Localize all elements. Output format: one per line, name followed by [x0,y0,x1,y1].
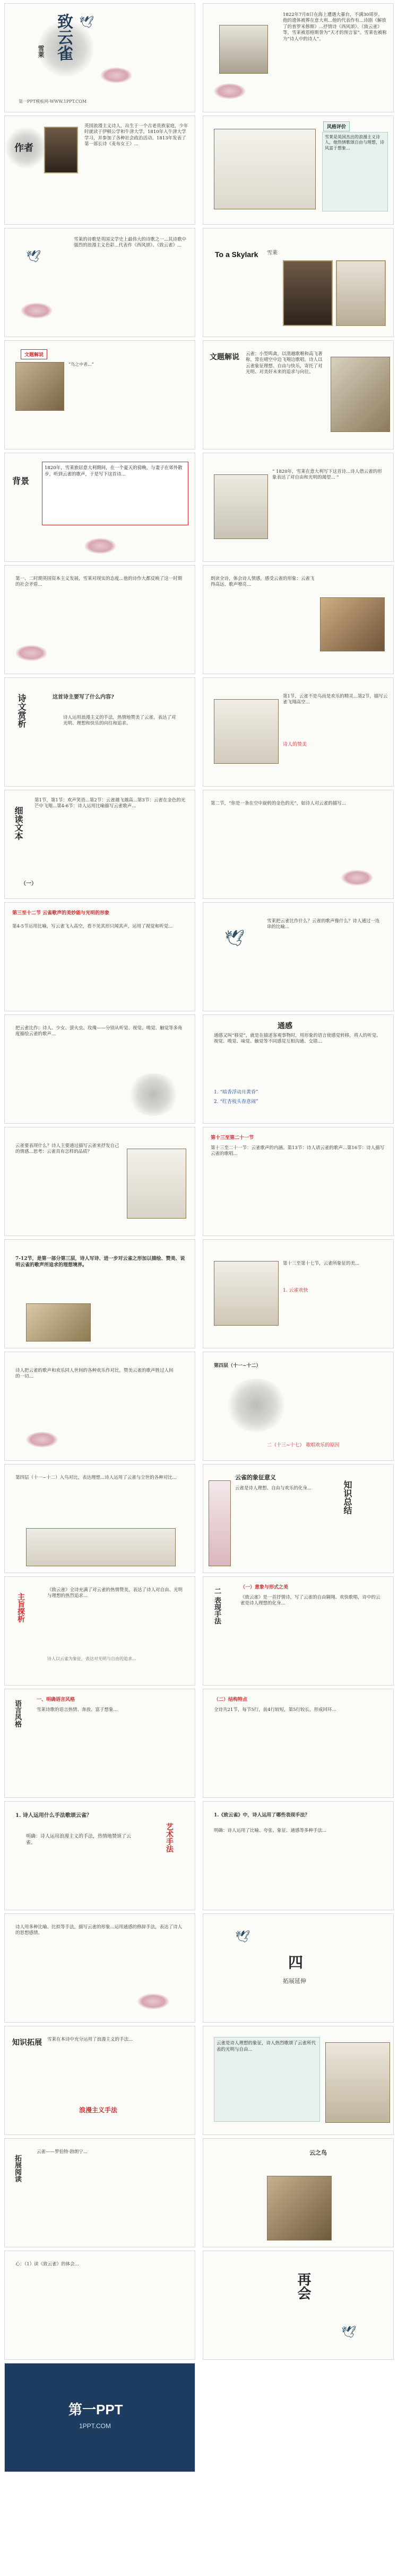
sketch-portrait [336,260,386,326]
synesthesia-text: 通感又叫“移觉”，就是在描述客观事物时，用形象的语言使感觉转移，将人的听觉、视觉、嗅觉、味觉、触觉等不同感觉互相沟通、交错... [214,1033,381,1045]
slide-25-title: 第四层（十一~十二） [214,1363,261,1369]
art-heading: 艺术手法 [165,1823,174,1852]
slide-7[interactable] [4,340,195,449]
slide-5-text: 雪莱的诗歌是英国文学史上最伟大的诗歌之一...其诗歌中强烈的浪漫主义色彩...代表作《西风颂》、《致云雀》... [74,237,187,249]
swallow-icon: 🕊 [235,1930,250,1943]
poem-english-title: To a Skylark [215,250,258,259]
plum-blossom-image [209,1480,231,1566]
slide-31[interactable] [203,1689,394,1798]
slide-15[interactable] [203,790,394,899]
expand-text: 雪莱在本诗中充分运用了浪漫主义的手法... [47,2037,133,2042]
slide-2-text: 1822年7月8日在海上遭遇大暴台，不满30周岁。他的遗体被葬在意大利...他的代表作有...诗剧《解放了的普罗米修斯》...抒情诗《西风颂》、《致云雀》等，雪莱被恩格斯誉为“天才的预言家”。雪莱也被称为“诗人中的诗人”。 [283,12,387,42]
slide-11[interactable] [203,565,394,674]
slide-21[interactable] [203,1127,394,1236]
farewell-heading: 再会 [295,2272,311,2300]
ink-bird-painting [214,699,279,764]
cover-author: 雪莱 [37,45,45,58]
slide-3-text: 英国浪漫主义诗人，出生于一个古老贵族家庭，少年时就读于伊顿公学和牛津大学。1810年入牛津大学学习，并参加了各种社会政治活动。1813年发表了第一部长诗《麦布女王》... [84,123,188,147]
expand-heading: 知识拓展 [12,2039,42,2047]
slide-24[interactable] [4,1352,195,1461]
slide-22-text: 7-12节，是第一部分第三层，诗人写诗、进一步对云雀之形加以描绘、赞美、说明云雀的歌声所追求的理想境界。 [15,1256,185,1268]
lotus-decoration [84,538,116,554]
ink-painting [214,129,316,209]
slide-13[interactable] [203,677,394,787]
title-explain-text: 云雀：小型鸣禽，以清越歌喉和高飞著称，常在晴空中边飞翔边歌唱。诗人以云雀象征理想、自由与快乐，寄托了对光明、对美好未来的追求与向往。 [246,351,323,375]
slide-22[interactable] [4,1239,195,1348]
section-four-text: 拓展延伸 [283,1978,306,1984]
slide-18[interactable] [4,1014,195,1124]
slide-21-highlight: 第十三至第二十一节 [211,1135,254,1141]
ink-vase-image [214,474,268,539]
bird-branch-image [26,1303,91,1342]
cover-title: 致云雀 [54,13,73,61]
slide-27[interactable] [203,1464,394,1573]
slide-6[interactable] [203,228,394,337]
knowledge-summary-text: 诗人以云雀为象征，表达对光明与自由的追求... [47,1656,136,1661]
slide-39[interactable] [203,2138,394,2247]
slide-20-text: 云雀要表现什么？诗人主要通过描写云雀来抒发自己的情感...思考：云雀具有怎样的品质？ [15,1143,119,1155]
close-reading-part: （一） [21,881,37,887]
slide-32[interactable] [4,1801,195,1910]
slide-23-sub: 1. 云雀欢快 [283,1288,308,1293]
lotus-decoration [100,67,132,83]
lotus-decoration [214,83,246,99]
skylark-photo [15,362,64,411]
background-text: 1820年，雪莱旅居意大利期间，在一个夏天的傍晚，与妻子在郊外散步，听到云雀的歌声，于是写下这首诗... [42,462,188,525]
close-reading-text: 第1节，第1节：欢声笑语...第2节：云雀越飞越高...第3节：云雀在金色的光芒中飞翔...第4-6节：诗人运用比喻描写云雀歌声... [34,798,186,809]
technique-heading: 二 表现手法 [213,1587,221,1625]
brand-logo: 第一PPT [68,2402,123,2418]
slide-20[interactable] [4,1127,195,1236]
close-reading-heading: 细读文本 [13,806,23,840]
slide-17-text: 雪莱把云雀比作什么？云雀的歌声像什么？诗人通过一连串的比喻... [267,919,380,930]
section-four-heading: 四 [288,1954,304,1971]
slide-7b[interactable] [203,340,394,449]
slide-18-text: 把云雀比作：诗人、少女、萤火虫、玫瑰——分别从听觉、视觉、嗅觉、触觉等多角度描绘云雀的歌声... [15,1026,183,1037]
style-text: 雪莱是英国杰出的浪漫主义诗人，他热情歌颂自由与理想，诗风富于想象... [322,132,388,211]
slide-23-text: 第十三至第十七节，云雀所象征的美... [283,1261,360,1266]
language-text: 雪莱诗歌的语言热情、奔放、富于想象... [37,1707,118,1713]
symbol-heading: 云雀的象征意义 [235,1474,276,1481]
appreciation-question: 这首诗主要写了什么内容? [53,694,114,700]
slide-40-text: 心：（1）读《致云雀》的体会... [15,2262,79,2267]
swallow-icon: 🕊 [224,930,245,947]
language-sub: 一、明确语言风格 [37,1697,75,1702]
slide-15-text: 第二节，“你是一条在空中旋转的金色的光”，如诗人对云雀的描写... [211,801,346,806]
appreciation-answer: 诗人运用浪漫主义的手法，热情地赞美了云雀，表达了对光明、理想和快乐的向往和追求。 [63,715,176,727]
slide-25-detail: 二（十三~十七） 歌唱欢乐的原因 [267,1443,340,1448]
ink-flower-painting [214,1261,279,1326]
slide-9-text: “ 1820年，雪莱在意大利写下这首诗...诗人借云雀的形象表达了对自由和光明的渴望... ” [272,469,382,481]
title-explain-quote: “鸟之中者...” [68,362,94,367]
appreciation-heading: 诗文赏析 [16,694,27,728]
slide-30[interactable] [4,1689,195,1798]
ink-landscape-image [219,25,268,74]
lotus-decoration [21,303,53,319]
slide-19[interactable] [203,1014,394,1124]
language-heading: 语言风格 [13,1700,21,1727]
slide-42[interactable] [4,2363,195,2472]
structure-detail: 全诗共21节，每节5行，前4行较短，第5行较长，形成回环... [214,1707,336,1713]
technique-sub: （一）意象与形式之美 [240,1585,289,1590]
slide-25[interactable] [203,1352,394,1461]
slide-2[interactable] [203,3,394,112]
technique-text: 《致云雀》是一首抒情诗，写了云雀的自由翱翔、欢快歌唱，诗中的云雀是诗人理想的化身... [240,1595,380,1607]
bird-painting [331,357,390,432]
slide-5[interactable] [4,228,195,337]
ink-splash [127,1073,180,1116]
knowledge-summary-heading: 知识总结 [342,1480,352,1514]
slide-26-text: 第四层（十一~十二）入鸟对比，表达理想...诗人运用了云雀与尘世的各种对比... [15,1475,177,1480]
slide-3[interactable] [4,116,195,225]
slide-9[interactable] [203,453,394,562]
slide-12[interactable] [4,677,195,787]
slide-40[interactable] [4,2251,195,2360]
slide-10-text: 第一、二时期英国资本主义发展，雪莱对现实的态度...他的诗作大都反映了这一时期的社会矛盾... [15,576,183,588]
slide-29[interactable] [203,1576,394,1686]
slide-23[interactable] [203,1239,394,1348]
background-heading: 背景 [12,476,30,486]
slide-36[interactable] [4,2026,195,2135]
slide-17[interactable] [203,902,394,1011]
swallow-icon: 🕊 [26,250,41,263]
synesthesia-heading: 通感 [278,1022,292,1030]
slide-33[interactable] [203,1801,394,1910]
slide-cover[interactable] [4,3,195,112]
slide-4[interactable] [203,116,394,225]
style-heading: 风格评价 [323,121,350,131]
lotus-decoration [26,1432,58,1448]
lotus-decoration [137,1993,169,2009]
slide-8[interactable] [4,453,195,562]
hand-question: 1.《致云雀》中，诗人运用了哪些表现手法？ [214,1813,310,1818]
ink-vase-image [127,1149,186,1219]
symbol-text: 云雀是诗人理想、自由与欢乐的化身... [235,1486,312,1491]
reading-image [325,2042,390,2123]
slide-28[interactable] [4,1576,195,1686]
synesthesia-example-2: 2. “红杏枝头春意闹” [214,1099,258,1105]
art-question: 1. 诗人运用什么手法歌颂云雀？ [15,1813,92,1819]
theme-text: 《致云雀》全诗充满了对云雀的热情赞美，表达了诗人对自由、光明与理想的热烈追求... [47,1587,183,1599]
author-portrait [44,127,78,173]
title-explain-pill: 文题解说 [21,349,47,359]
slide-11-text: 朗读全诗，体会诗人情感，感受云雀的形象：云雀飞得高远、歌声嘹亮... [211,576,315,588]
slide-39-text: 云之鸟 [309,2149,327,2156]
structure-title: （二）结构特点 [214,1697,248,1702]
slide-34[interactable] [4,1913,195,2023]
slide-41[interactable] [203,2251,394,2360]
poem-english-author: 雪莱 [267,250,278,256]
lotus-decoration [15,645,47,661]
slide-16[interactable] [4,902,195,1011]
slide-26[interactable] [4,1464,195,1573]
slide-34-text: 诗人用多种比喻、比拟等手法，描写云雀的形象...运用通感的修辞手法，表达了诗人的思想感情。 [15,1925,183,1936]
author-heading: 作者 [14,143,33,154]
expand-highlight: 浪漫主义手法 [79,2106,118,2114]
slide-21-text: 第十三至二十一节：云雀歌声的内涵。第13节：诗人请云雀的歌声...第16节：诗人描写云雀的歌唱... [211,1145,385,1157]
lotus-decoration [341,870,373,886]
slide-37-text: 云雀是诗人理想的象征，诗人热烈歌颂了云雀所代表的光明与自由... [214,2037,320,2122]
slide-35[interactable] [203,1913,394,2023]
art-answer: 明确：诗人运用浪漫主义的手法，热情地赞颂了云雀。 [26,1834,132,1846]
brand-domain: 1PPT.COM [79,2422,111,2430]
slide-13-text: 第1节，云雀不是鸟而是欢乐的精灵...第2节，描写云雀飞翔高空... [283,694,388,705]
ink-splash [224,1379,288,1432]
swallow-icon: 🕊 [79,15,94,29]
ink-lotus-strip [26,1528,176,1566]
skylark-photo-3 [267,2176,332,2240]
reading-text: 云雀——罗伯特·勃朗宁... [37,2149,88,2155]
slide-16-title: 第三至十二节 云雀歌声的美妙能与光明的形象 [12,911,110,916]
slide-37[interactable] [203,2026,394,2135]
title-explain-heading: 文题解说 [210,353,239,361]
swallow-icon: 🕊 [341,2325,356,2339]
skylark-photo-2 [320,597,385,651]
slide-38[interactable] [4,2138,195,2247]
slide-24-text: 诗人把云雀的歌声和欢乐同人世间的各种欢乐作对比，赞美云雀的歌声胜过人间的一切... [15,1368,174,1380]
portrait-image [283,260,333,326]
theme-heading: 主旨探析 [16,1593,25,1622]
hand-answer: 明确：诗人运用了比喻、夸张、象征、通感等多种手法... [214,1828,327,1833]
synesthesia-example-1: 1. “暗香浮动月黄昏” [214,1090,258,1095]
slide-14[interactable] [4,790,195,899]
reading-heading: 拓展阅读 [13,2155,21,2182]
slide-13-highlight: 诗人的赞美 [283,742,307,747]
slide-16-detail: 第4-5节运用比喻，写云雀飞入高空，看不见其形只闻其声，运用了视觉和听觉... [12,924,173,929]
cover-footer: 第一PPT模板网-WWW.1PPT.COM [19,99,87,104]
slide-10[interactable] [4,565,195,674]
